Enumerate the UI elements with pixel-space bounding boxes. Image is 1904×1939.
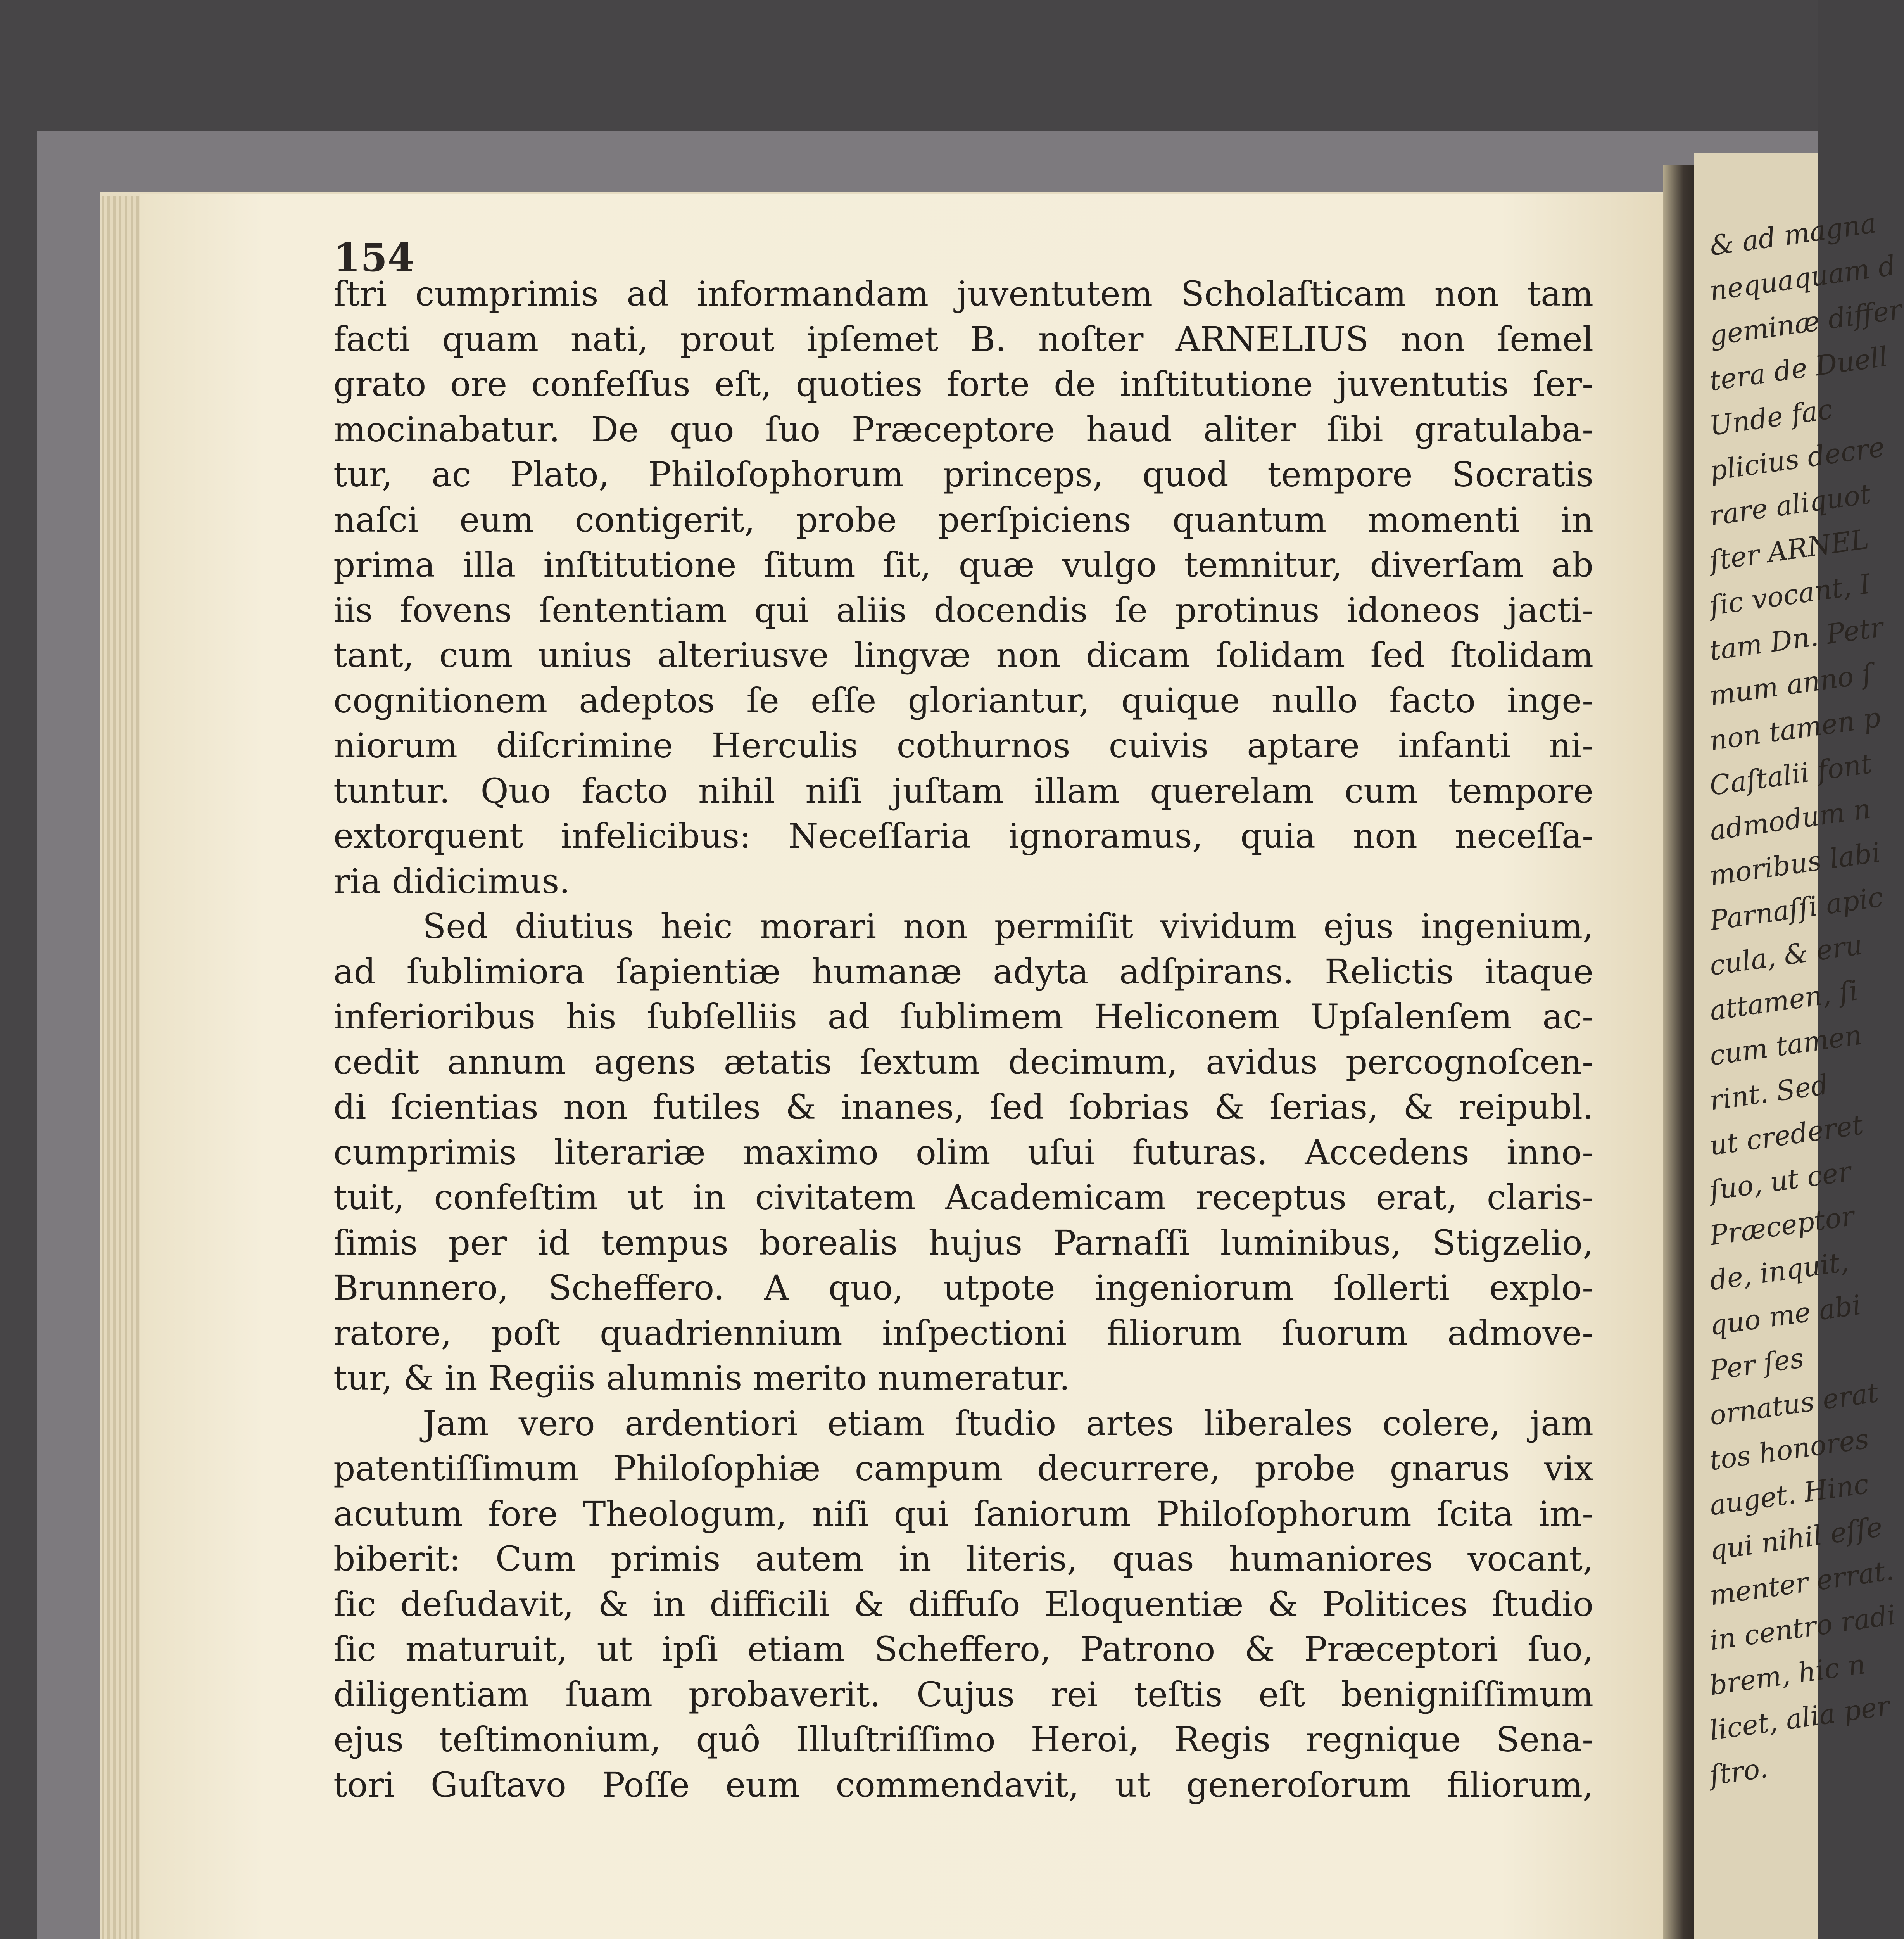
facing-page-line: tam Dn. Petr xyxy=(1707,611,1885,667)
facing-page-line: in centro radi xyxy=(1707,1599,1898,1657)
facing-page-line: rare aliquot xyxy=(1707,478,1873,532)
text-line: tant, cum unius alteriusve lingvæ non dicam ſolidam ſed ſtolidam xyxy=(333,635,1593,675)
text-line: tuit, confeſtim ut in civitatem Academicam receptus erat, claris- xyxy=(333,1177,1593,1217)
facing-page-line: tera de Duell xyxy=(1707,340,1890,397)
facing-page-line: Unde fac xyxy=(1707,393,1835,442)
facing-page-line: quo me abi xyxy=(1707,1289,1863,1342)
text-line: tori Guſtavo Poſſe eum commendavit, ut generoſorum filiorum, xyxy=(333,1764,1593,1805)
text-line: inferioribus his ſubſelliis ad ſublimem Heliconem Upſalenſem ac- xyxy=(333,997,1593,1037)
text-line: mocinabatur. De quo ſuo Præceptore haud aliter ſibi gratulaba- xyxy=(333,409,1593,449)
facing-page-line: licet, alia per xyxy=(1707,1690,1892,1747)
facing-page-text xyxy=(1694,153,1904,1939)
page-text-body xyxy=(333,271,1593,1808)
text-line: Jam vero ardentiori etiam ſtudio artes liberales colere, jam xyxy=(423,1403,1593,1443)
facing-page-line: nequaquam d xyxy=(1707,249,1898,307)
facing-page-line: ſtro. xyxy=(1707,1752,1770,1792)
text-line: di ſcientias non futiles & inanes, ſed ſobrias & ſerias, & reipubl. xyxy=(333,1087,1593,1127)
text-line: acutum fore Theologum, niſi qui ſaniorum Philoſophorum ſcita im- xyxy=(333,1493,1593,1534)
facing-page-line: Caſtalii font xyxy=(1707,747,1874,802)
text-line: ad ſublimiora ſapientiæ humanæ adyta adſpirans. Relictis itaque xyxy=(333,951,1593,992)
facing-page-line: Per ſes xyxy=(1707,1342,1806,1387)
facing-page-line: moribus labi xyxy=(1707,836,1883,892)
facing-page-line: qui nihil eſſe xyxy=(1707,1510,1885,1567)
facing-page-line: ornatus erat xyxy=(1707,1376,1881,1432)
text-line: ratore, poſt quadriennium inſpectioni filiorum ſuorum admove- xyxy=(333,1313,1593,1353)
text-line: patentiſſimum Philoſophiæ campum decurrere, probe gnarus vix xyxy=(333,1448,1593,1488)
facing-page-line: attamen, ſi xyxy=(1707,974,1860,1027)
text-line: ſtri cumprimis ad informandam juventutem Scholaſticam non tam xyxy=(333,274,1593,314)
text-line: diligentiam ſuam probaverit. Cujus rei teſtis eſt benigniſſimum xyxy=(333,1674,1593,1714)
text-line: cumprimis literariæ maximo olim uſui futuras. Accedens inno- xyxy=(333,1132,1593,1172)
facing-page-line: & ad magna xyxy=(1707,207,1878,262)
facing-page-line: auget. Hinc xyxy=(1707,1467,1871,1522)
facing-page-line: de, inquit, xyxy=(1707,1246,1851,1297)
text-line: naſci eum contigerit, probe perſpiciens quantum momenti in xyxy=(333,499,1593,540)
text-line: ſimis per id tempus borealis hujus Parnaſſi luminibus, Stigzelio, xyxy=(333,1222,1593,1263)
facing-page-line: plicius decre xyxy=(1707,431,1887,487)
text-line: facti quam nati, prout ipſemet B. noſter ARNELIUS non ſemel xyxy=(333,319,1593,359)
text-line: ria didicimus. xyxy=(333,861,570,901)
text-line: cognitionem adeptos ſe eſſe gloriantur, quique nullo facto inge- xyxy=(333,680,1593,721)
facing-page-line: admodum n xyxy=(1707,793,1873,847)
facing-page-line: cum tamen xyxy=(1707,1019,1864,1072)
facing-page-line: ſter ARNEL xyxy=(1707,523,1871,577)
text-line: ſic maturuit, ut ipſi etiam Scheffero, Patrono & Præceptori ſuo, xyxy=(333,1629,1593,1669)
text-line: tur, & in Regiis alumnis merito numeratur. xyxy=(333,1358,1070,1398)
facing-page-line: mum anno ſ xyxy=(1707,657,1874,712)
facing-page-line: tos honores xyxy=(1707,1422,1871,1477)
text-line: ejus teſtimonium, quô Illuſtriſſimo Heroi, Regis regnique Sena- xyxy=(333,1720,1593,1759)
page-number: 154 xyxy=(333,235,414,280)
facing-page-line: ut crederet xyxy=(1707,1108,1865,1162)
facing-page-line: geminæ differ xyxy=(1707,293,1904,352)
facing-page-line: cula, & eru xyxy=(1707,929,1865,982)
text-line: grato ore confeſſus eſt, quoties forte de inſtitutione juventutis ſer- xyxy=(333,364,1593,404)
facing-page-line: Præceptor xyxy=(1707,1200,1856,1252)
text-line: biberit: Cum primis autem in literis, quas humaniores vocant, xyxy=(333,1539,1593,1579)
text-line: extorquent infelicibus: Neceſſaria ignoramus, quia non neceſſa- xyxy=(333,816,1593,856)
text-line: niorum diſcrimine Herculis cothurnos cuivis aptare infanti ni- xyxy=(333,726,1593,766)
facing-page-line: Parnaſſi apic xyxy=(1707,881,1885,937)
facing-page-line: ſic vocant, I xyxy=(1707,568,1873,622)
text-line: prima illa inſtitutione ſitum ſit, quæ vulgo temnitur, diverſam ab xyxy=(333,545,1593,585)
facing-page xyxy=(1694,153,1904,1939)
text-line: iis fovens ſententiam qui aliis docendis ſe protinus idoneos jacti- xyxy=(333,590,1593,630)
text-line: ſic deſudavit, & in difficili & diffuſo Eloquentiæ & Politices ſtudio xyxy=(333,1584,1593,1624)
text-line: tuntur. Quo facto nihil niſi juſtam illam querelam cum tempore xyxy=(333,771,1593,811)
facing-page-line: ſuo, ut cer xyxy=(1707,1155,1853,1207)
facing-page-line: rint. Sed xyxy=(1707,1068,1830,1117)
facing-page-line: menter errat. xyxy=(1707,1554,1896,1612)
facing-page-line: non tamen p xyxy=(1707,701,1883,757)
text-line: Brunnero, Scheffero. A quo, utpote ingeniorum ſollerti explo- xyxy=(333,1268,1593,1308)
text-line: cedit annum agens ætatis ſextum decimum, avidus percognoſcen- xyxy=(333,1042,1593,1082)
facing-page-line: brem, hic n xyxy=(1707,1648,1868,1702)
text-line: tur, ac Plato, Philoſophorum princeps, quod tempore Socratis xyxy=(333,455,1593,494)
text-line: Sed diutius heic morari non permiſit vividum ejus ingenium, xyxy=(423,906,1593,946)
